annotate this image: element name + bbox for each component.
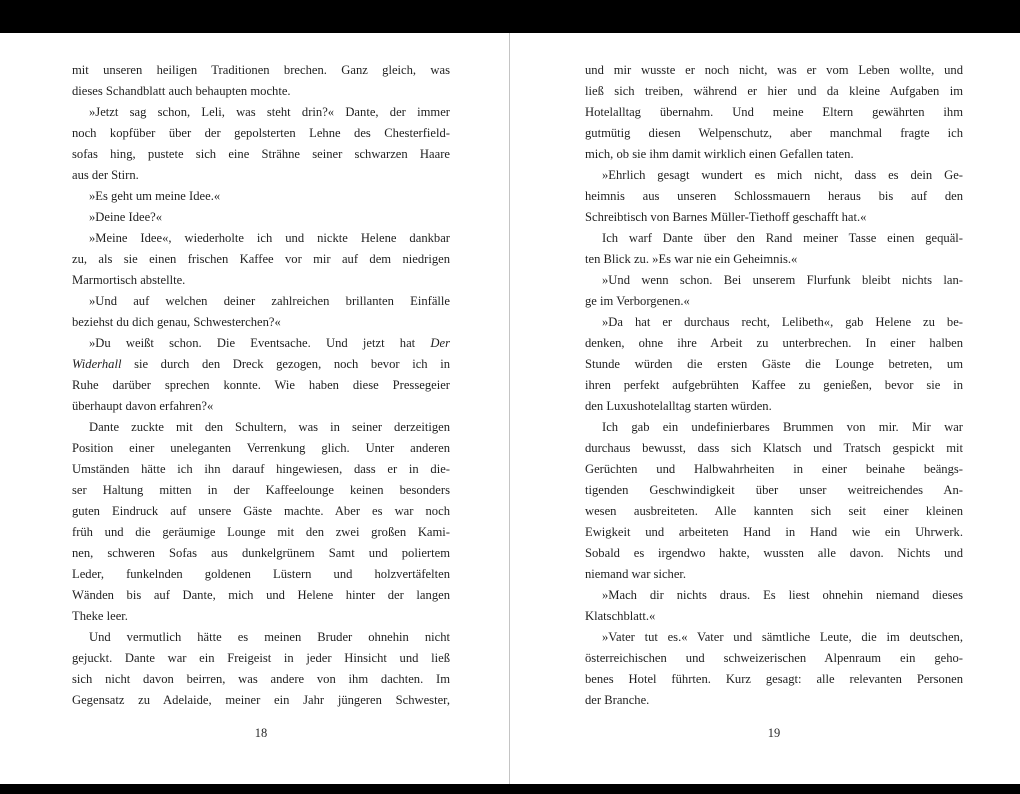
text-line: guten Eindruck auf unsere Gäste machte. Aber es war noch — [72, 504, 450, 518]
text-line: Gerüchten und Halbwahrheiten in einer beinahe beängs- — [585, 462, 963, 476]
text-line: »Es geht um meine Idee.« — [89, 189, 221, 203]
text-line: »Meine Idee«, wiederholte ich und nickte Helene dankbar — [89, 231, 450, 245]
text-line: Ewigkeit und arbeiteten Hand in Hand wie ein Uhrwerk. — [585, 525, 963, 539]
text-line: denken, ohne ihre Arbeit zu unterbrechen. In einer halben — [585, 336, 963, 350]
text-line: Wänden bis auf Dante, mich und Helene hinter der langen — [72, 588, 450, 602]
text-line: Klatschblatt.« — [585, 609, 656, 623]
text-line: benes Hotel führten. Kurz gesagt: alle relevanten Personen — [585, 672, 963, 686]
text-line: sofas hing, pustete sich eine Strähne seiner schwarzen Haare — [72, 147, 450, 161]
text-line: Leder, funkelnden goldenen Lüstern und holzvertäfelten — [72, 567, 450, 581]
text-line: der Branche. — [585, 693, 650, 707]
text-line: niemand war sicher. — [585, 567, 687, 581]
page-left — [0, 33, 510, 784]
text-line: nen, schweren Sofas aus dunkelgrünem Samt und poliertem — [72, 546, 450, 560]
page-left-number: 18 — [254, 726, 268, 740]
text-line: Ruhe darüber sprechen konnte. Wie haben diese Pressegeier — [72, 378, 450, 392]
text-line: Marmortisch abstellte. — [72, 273, 186, 287]
text-line: wesen ausbreiteten. Alle kannten sich seit einer kleinen — [585, 504, 963, 518]
text-line: und mir wusste er noch nicht, was er vom Leben wollte, und — [585, 63, 963, 77]
text-line — [72, 354, 450, 375]
text-line: Dante zuckte mit den Schultern, was in seiner derzeitigen — [89, 420, 450, 434]
page-right-text-block — [585, 60, 963, 711]
page-left-text-block — [72, 60, 450, 711]
text-line: früh und die geräumige Lounge mit den zwei großen Kami- — [72, 525, 450, 539]
text-line: gejuckt. Dante war ein Freigeist in jeder Hinsicht und ließ — [72, 651, 450, 665]
page-right — [510, 33, 1019, 784]
text-segment: sie durch den Dreck gezogen, noch bevor ich in — [121, 357, 450, 371]
text-line: ließ sich treiben, während er hier und da kleine Aufgaben im — [585, 84, 963, 98]
text-line: ser Haltung mitten in der Kaffeelounge keinen besonders — [72, 483, 450, 497]
text-line: österreichischen und schweizerischen Alpenraum ein geho- — [585, 651, 963, 665]
italic-text-segment: Widerhall — [72, 357, 122, 371]
text-line: Theke leer. — [72, 609, 128, 623]
text-line: »Da hat er durchaus recht, Lelibeth«, gab Helene zu be- — [602, 315, 963, 329]
text-line: »Und auf welchen deiner zahlreichen brillanten Einfälle — [89, 294, 450, 308]
text-line: Und vermutlich hätte es meinen Bruder ohnehin nicht — [89, 630, 450, 644]
text-line: »Jetzt sag schon, Leli, was steht drin?« Dante, der immer — [89, 105, 450, 119]
text-line: sich nicht davon beirren, was andere von ihm dachten. Im — [72, 672, 450, 686]
text-line: Position einer uneleganten Verrenkung glich. Unter anderen — [72, 441, 450, 455]
text-line: »Und wenn schon. Bei unserem Flurfunk bleibt nichts lan- — [602, 273, 963, 287]
text-line: dieses Schandblatt auch behaupten mochte. — [72, 84, 291, 98]
top-letterbox-bar — [0, 0, 1020, 33]
text-line: »Vater tut es.« Vater und sämtliche Leute, die im deutschen, — [602, 630, 963, 644]
text-line: »Mach dir nichts draus. Es liest ohnehin niemand dieses — [602, 588, 963, 602]
text-line: mich, ob sie ihm damit wirklich einen Gefallen taten. — [585, 147, 854, 161]
text-line: zu, als sie einen frischen Kaffee vor mir auf dem niedrigen — [72, 252, 450, 266]
text-line: ihren perfekt aufgebrühten Kaffee zu genießen, bevor sie in — [585, 378, 963, 392]
page-right-number: 19 — [767, 726, 781, 740]
text-line: Umständen hätte ich ihn darauf hingewiesen, dass er in die- — [72, 462, 450, 476]
text-line: Schreibtisch von Barnes Müller-Tiethoff geschafft hat.« — [585, 210, 867, 224]
text-line: »Ehrlich gesagt wundert es mich nicht, dass es dein Ge- — [602, 168, 963, 182]
text-segment: »Du weißt schon. Die Eventsache. Und jetzt hat — [89, 336, 431, 350]
text-line: aus der Stirn. — [72, 168, 139, 182]
text-line: überhaupt davon erfahren?« — [72, 399, 214, 413]
text-line — [72, 333, 450, 354]
text-line: beziehst du dich genau, Schwesterchen?« — [72, 315, 281, 329]
text-line: Stunde würden die ersten Gäste die Lounge betreten, um — [585, 357, 963, 371]
text-line: durchaus bewusst, dass sich Klatsch und Tratsch gespickt mit — [585, 441, 963, 455]
book-spread — [0, 33, 1020, 784]
text-line: Sobald es irgendwo hakte, wussten alle davon. Nichts und — [585, 546, 963, 560]
text-line: Ich gab ein undefinierbares Brummen von mir. Mir war — [602, 420, 963, 434]
text-line: Gegensatz zu Adelaide, meiner ein Jahr jüngeren Schwester, — [72, 693, 450, 707]
text-line: heimnis aus unseren Schlossmauern heraus bis auf den — [585, 189, 963, 203]
text-line: den Luxushotelalltag starten würden. — [585, 399, 772, 413]
bottom-letterbox-bar — [0, 784, 1020, 794]
text-line: tigenden Geschwindigkeit über unser weitreichendes An- — [585, 483, 963, 497]
text-line: mit unseren heiligen Traditionen brechen. Ganz gleich, was — [72, 63, 450, 77]
text-line: ge im Verborgenen.« — [585, 294, 690, 308]
text-line: Ich warf Dante über den Rand meiner Tasse einen gequäl- — [602, 231, 963, 245]
text-line: ten Blick zu. »Es war nie ein Geheimnis.« — [585, 252, 798, 266]
text-line: gutmütig diesen Welpenschutz, aber manchmal fragte ich — [585, 126, 963, 140]
italic-text-segment: Der — [430, 336, 450, 350]
text-line: »Deine Idee?« — [89, 210, 163, 224]
text-line: noch kopfüber über der gepolsterten Lehne des Chesterfield- — [72, 126, 450, 140]
text-line: Hotelalltag übernahm. Und meine Eltern gewährten ihm — [585, 105, 963, 119]
